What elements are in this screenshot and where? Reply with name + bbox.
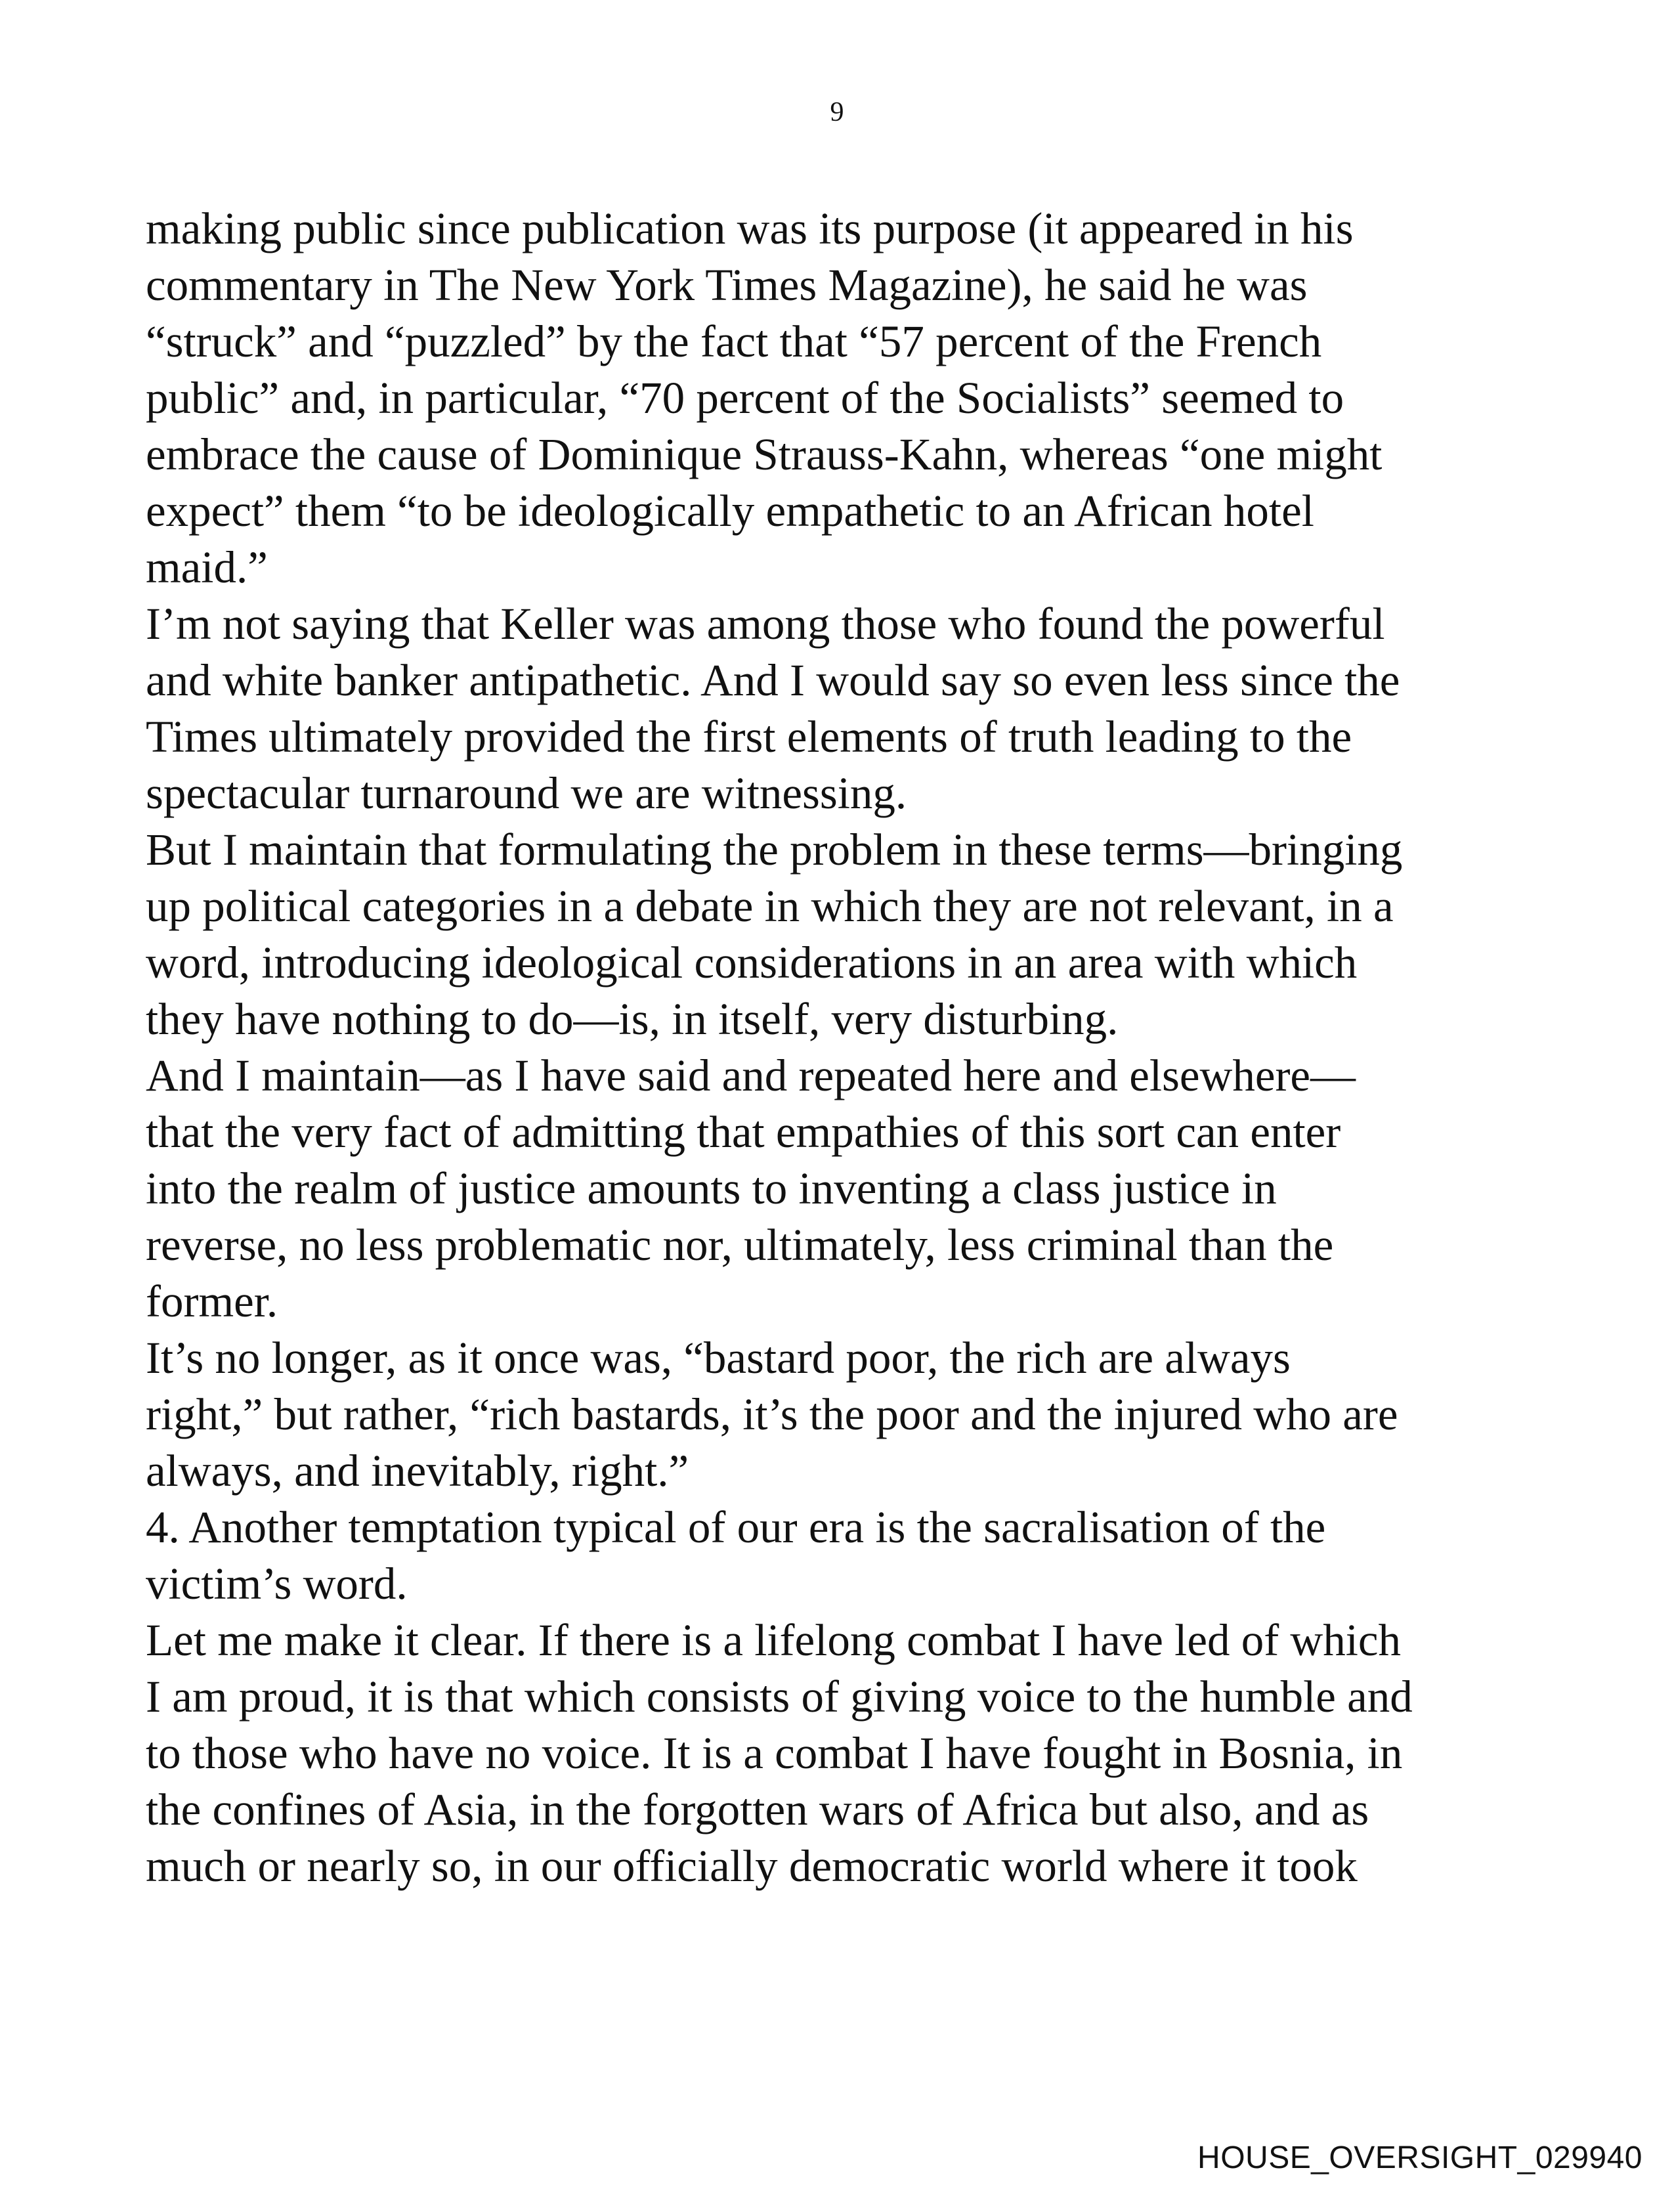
text-line: reverse, no less problematic nor, ultimately, less criminal than the: [146, 1220, 1334, 1270]
text-line: they have nothing to do—is, in itself, very disturbing.: [146, 994, 1119, 1044]
text-line: and white banker antipathetic. And I would say so even less since the: [146, 655, 1400, 705]
text-line: Times ultimately provided the first elements of truth leading to the: [146, 712, 1352, 762]
text-line: right,” but rather, “rich bastards, it’s the poor and the injured who are: [146, 1389, 1398, 1439]
text-line: And I maintain—as I have said and repeated here and elsewhere—: [146, 1051, 1356, 1100]
text-line: maid.”: [146, 542, 268, 592]
text-line: making public since publication was its purpose (it appeared in his: [146, 204, 1354, 253]
text-line: “struck” and “puzzled” by the fact that “57 percent of the French: [146, 316, 1322, 366]
text-line: But I maintain that formulating the problem in these terms—bringing: [146, 825, 1403, 875]
document-id: HOUSE_OVERSIGHT_029940: [1197, 2140, 1642, 2175]
text-line: up political categories in a debate in which they are not relevant, in a: [146, 881, 1394, 931]
text-line: embrace the cause of Dominique Strauss-Kahn, whereas “one might: [146, 429, 1383, 479]
body-text: [146, 200, 1557, 1894]
text-line: victim’s word.: [146, 1559, 408, 1609]
text-line: I am proud, it is that which consists of giving voice to the humble and: [146, 1672, 1413, 1722]
text-line: public” and, in particular, “70 percent of the Socialists” seemed to: [146, 373, 1344, 423]
text-line: I’m not saying that Keller was among those who found the powerful: [146, 599, 1385, 649]
text-line: spectacular turnaround we are witnessing.: [146, 768, 907, 818]
text-line: the confines of Asia, in the forgotten wars of Africa but also, and as: [146, 1785, 1369, 1834]
text-line: much or nearly so, in our officially democratic world where it took: [146, 1841, 1358, 1891]
text-line: word, introducing ideological considerations in an area with which: [146, 938, 1358, 987]
text-line: to those who have no voice. It is a combat I have fought in Bosnia, in: [146, 1728, 1403, 1778]
text-line: always, and inevitably, right.”: [146, 1446, 689, 1496]
text-line: Let me make it clear. If there is a lifelong combat I have led of which: [146, 1615, 1402, 1665]
text-line: It’s no longer, as it once was, “bastard poor, the rich are always: [146, 1333, 1291, 1383]
page-number: 9: [830, 97, 844, 127]
text-line: former.: [146, 1276, 278, 1326]
text-line: commentary in The New York Times Magazine), he said he was: [146, 260, 1308, 310]
text-line: 4. Another temptation typical of our era is the sacralisation of the: [146, 1502, 1326, 1552]
text-line: expect” them “to be ideologically empathetic to an African hotel: [146, 486, 1314, 536]
text-line: that the very fact of admitting that empathies of this sort can enter: [146, 1107, 1341, 1157]
text-line: into the realm of justice amounts to inventing a class justice in: [146, 1163, 1277, 1213]
